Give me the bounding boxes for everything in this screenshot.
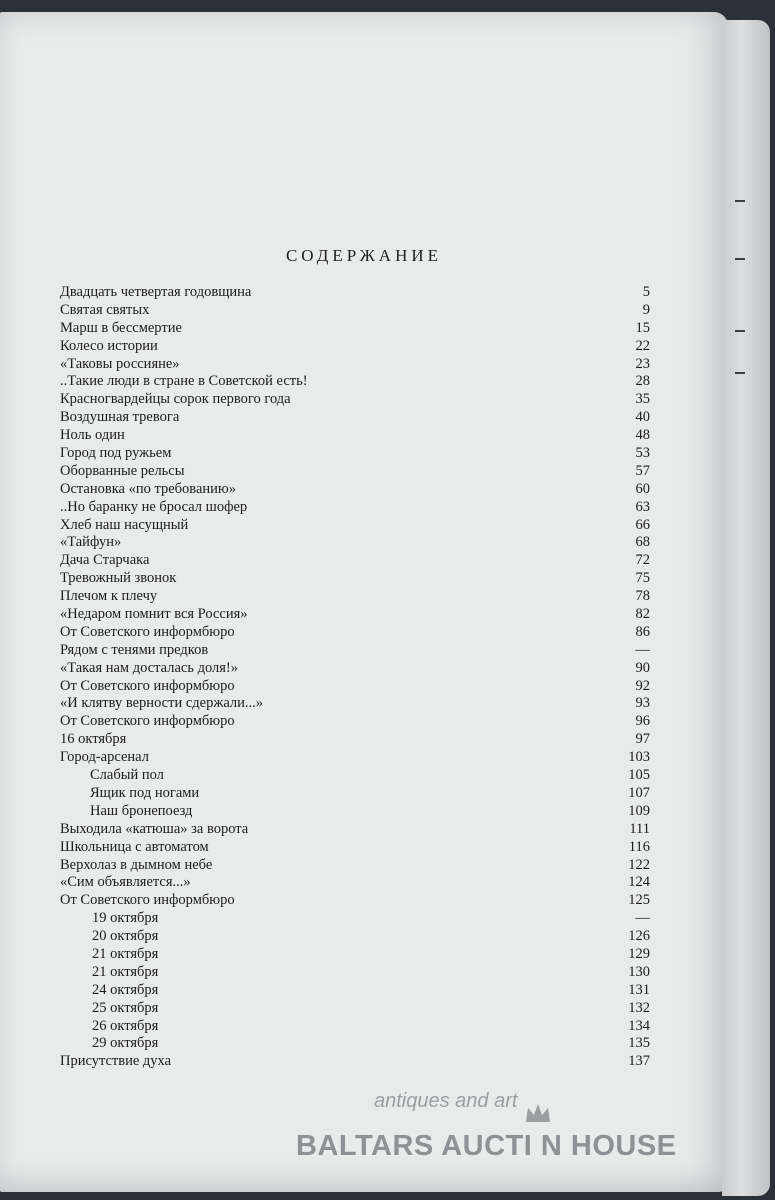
toc-entry [60,481,650,499]
page-edge [722,20,770,1196]
toc-entry [60,1035,650,1053]
binding-mark [735,258,745,260]
toc-entry [60,534,650,552]
toc-entry-page: 130 [628,963,650,980]
toc-entry-page: 135 [628,1035,650,1052]
toc-entry-title: Хлеб наш насущный [60,516,189,533]
toc-entry-page: 23 [635,355,650,372]
toc-entry-page: 48 [635,427,650,444]
toc-entry [60,874,650,892]
toc-entry-title: «Недаром помнит вся Россия» [60,606,248,623]
toc-entry-title: Ящик под ногами [90,784,200,801]
toc-entry-title: 26 октября [92,1017,159,1034]
toc-entry [60,660,650,678]
toc-entry [60,588,650,606]
toc-entry-title: «Сим объявляется...» [60,874,191,891]
toc-entry [60,982,650,1000]
toc-entry [60,624,650,642]
toc-entry-title: Наш бронепоезд [90,802,193,819]
toc-entry-page: 129 [628,945,650,962]
toc-entry-page: 111 [629,820,650,837]
toc-entry [60,839,650,857]
toc-entry-title: «И клятву верности сдержали...» [60,695,264,712]
toc-entry [60,409,650,427]
toc-entry-title: Ноль один [60,427,125,444]
binding-mark [735,200,745,202]
toc-entry [60,427,650,445]
toc-entry-page: 90 [635,659,650,676]
toc-entry-title: Воздушная тревога [60,409,180,426]
toc-entry-title: ..Такие люди в стране в Советской есть! [60,373,308,390]
toc-entry-page: 92 [635,677,650,694]
toc-entry-title: Верхолаз в дымном небе [60,856,213,873]
toc-title: СОДЕРЖАНИЕ [285,246,443,265]
toc-entry-title: Дача Старчака [60,552,150,569]
toc-entry-title: 16 октября [60,731,127,748]
toc-entry-page: 116 [628,838,650,855]
toc-entry-page: — [635,910,650,927]
watermark-tagline: antiques and art [374,1090,518,1112]
toc-entry-page: 72 [635,552,650,569]
toc-entry-page: 63 [635,498,650,515]
toc-entry-page: 86 [635,623,650,640]
toc-entry-page: 134 [628,1017,650,1034]
toc-entry [60,373,650,391]
toc-entry [60,857,650,875]
toc-entry [60,678,650,696]
toc-entry [60,785,650,803]
toc-entry-page: 78 [635,588,650,605]
toc-entry [60,517,650,535]
toc-entry-title: Красногвардейцы сорок первого года [60,391,291,408]
toc-entry [60,1053,650,1071]
toc-entry-title: «Тайфун» [60,534,122,551]
toc-entry [60,1018,650,1036]
toc-entry-page: 22 [635,337,650,354]
toc-entry-page: 75 [635,570,650,587]
toc-entry-page: 126 [628,928,650,945]
binding-mark [735,372,745,374]
toc-entry [60,284,650,302]
toc-entry-title: От Советского информбюро [60,892,235,909]
toc-entry-page: 5 [642,284,650,300]
toc-entry-page: 82 [635,606,650,623]
toc-entry-page: 109 [628,802,650,819]
toc-entry [60,445,650,463]
toc-entry-title: 29 октября [92,1035,159,1052]
toc-entry [60,391,650,409]
toc-entry-title: «Такая нам досталась доля!» [60,659,239,676]
toc-entry [60,1000,650,1018]
toc-entry-page: 40 [635,409,650,426]
toc-entry-title: Плечом к плечу [60,588,158,605]
toc-entry-title: Оборванные рельсы [60,462,185,479]
toc-entry-title: Тревожный звонок [60,570,177,587]
toc-entry-page: 53 [635,445,650,462]
toc-entry-page: 60 [635,480,650,497]
toc-entry-page: 103 [628,749,650,766]
table-of-contents [60,284,650,1071]
toc-entry-title: 19 октября [92,910,159,927]
toc-entry-page: 124 [628,874,650,891]
toc-entry-page: 137 [628,1053,650,1070]
toc-entry-title: Остановка «по требованию» [60,480,237,497]
toc-entry-title: Выходила «катюша» за ворота [60,820,249,837]
toc-entry-title: Школьница с автоматом [60,838,209,855]
toc-entry-page: 122 [628,856,650,873]
toc-entry [60,946,650,964]
toc-entry-page: 105 [628,767,650,784]
toc-entry-title: От Советского информбюро [60,623,235,640]
toc-entry [60,821,650,839]
toc-entry-title: 24 октября [92,981,159,998]
toc-entry [60,731,650,749]
toc-entry [60,964,650,982]
toc-entry [60,767,650,785]
toc-entry-title: 21 октября [92,963,159,980]
toc-entry-page: 97 [635,731,650,748]
toc-entry-page: 28 [635,373,650,390]
toc-entry-title: 25 октября [92,999,159,1016]
toc-entry-title: Присутствие духа [60,1053,172,1070]
toc-entry-page: — [635,641,650,658]
toc-entry [60,803,650,821]
toc-entry-page: 93 [635,695,650,712]
toc-entry [60,302,650,320]
watermark-brand: BALTARS AUCTI N HOUSE [296,1130,677,1162]
toc-entry-title: Город-арсенал [60,749,149,766]
crown-icon [524,1102,552,1124]
toc-entry [60,338,650,356]
toc-entry [60,463,650,481]
toc-entry [60,749,650,767]
toc-entry [60,928,650,946]
toc-entry-title: Слабый пол [90,767,164,784]
toc-entry-title: Марш в бессмертие [60,319,182,336]
toc-entry-page: 57 [635,462,650,479]
toc-entry-title: От Советского информбюро [60,713,235,730]
toc-entry-page: 66 [635,516,650,533]
toc-entry-title: Святая святых [60,301,150,318]
toc-entry-page: 96 [635,713,650,730]
toc-entry-title: «Таковы россияне» [60,355,180,372]
toc-entry [60,570,650,588]
toc-entry [60,713,650,731]
toc-entry-title: Рядом с тенями предков [60,641,209,658]
toc-entry [60,642,650,660]
toc-entry-page: 15 [635,319,650,336]
toc-entry [60,356,650,374]
toc-entry-page: 9 [642,301,650,318]
toc-entry [60,552,650,570]
toc-entry-page: 125 [628,892,650,909]
toc-entry-title: ..Но баранку не бросал шофер [60,498,248,515]
toc-entry-page: 68 [635,534,650,551]
toc-entry-title: От Советского информбюро [60,677,235,694]
toc-entry-page: 35 [635,391,650,408]
binding-mark [735,330,745,332]
toc-entry [60,320,650,338]
toc-entry [60,892,650,910]
toc-entry [60,606,650,624]
toc-entry [60,695,650,713]
toc-entry-page: 107 [628,784,650,801]
toc-entry-title: 20 октября [92,928,159,945]
toc-entry-page: 132 [628,999,650,1016]
toc-entry-title: Колесо истории [60,337,158,354]
toc-entry-title: Город под ружьем [60,445,172,462]
toc-entry [60,910,650,928]
toc-entry-title: Двадцать четвертая годовщина [60,284,252,300]
toc-entry-page: 131 [628,981,650,998]
toc-entry-title: 21 октября [92,945,159,962]
toc-entry [60,499,650,517]
